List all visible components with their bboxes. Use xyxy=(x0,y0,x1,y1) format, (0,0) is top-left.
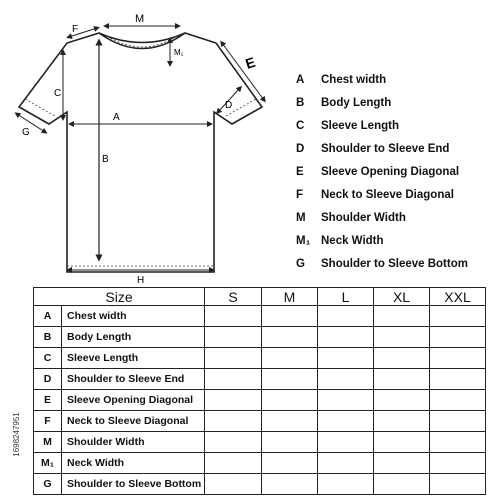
table-row xyxy=(34,390,486,411)
row-name: Shoulder Width xyxy=(62,432,205,453)
table-header-row xyxy=(34,288,486,306)
row-name: Body Length xyxy=(62,327,205,348)
size-cell[interactable] xyxy=(430,327,486,348)
row-code: E xyxy=(34,390,62,411)
size-cell[interactable] xyxy=(205,453,262,474)
label-f: F xyxy=(72,24,79,35)
legend-item xyxy=(296,160,496,183)
legend-letter: F xyxy=(296,188,304,201)
legend-item xyxy=(296,114,496,137)
legend-label: Shoulder to Sleeve Bottom xyxy=(321,257,468,270)
row-name: Neck to Sleeve Diagonal xyxy=(62,411,205,432)
legend-letter: A xyxy=(296,73,305,86)
size-cell[interactable] xyxy=(430,369,486,390)
size-cell[interactable] xyxy=(318,327,374,348)
label-c: C xyxy=(54,88,62,99)
row-code: M₁ xyxy=(34,453,62,474)
table-row xyxy=(34,474,486,495)
size-cell[interactable] xyxy=(430,432,486,453)
legend-item xyxy=(296,183,496,206)
column-header: S xyxy=(205,288,262,306)
label-m: M xyxy=(135,13,145,25)
row-name: Shoulder to Sleeve Bottom xyxy=(62,474,205,495)
size-cell[interactable] xyxy=(205,327,262,348)
size-cell[interactable] xyxy=(205,306,262,327)
size-cell[interactable] xyxy=(262,411,318,432)
row-code: G xyxy=(34,474,62,495)
size-chart-table xyxy=(33,287,486,495)
legend-item xyxy=(296,252,496,275)
size-cell[interactable] xyxy=(205,390,262,411)
size-cell[interactable] xyxy=(205,411,262,432)
tshirt-outline xyxy=(19,33,262,272)
table-row xyxy=(34,432,486,453)
size-cell[interactable] xyxy=(374,306,430,327)
size-cell[interactable] xyxy=(318,369,374,390)
size-cell[interactable] xyxy=(374,432,430,453)
size-cell[interactable] xyxy=(318,411,374,432)
legend-item xyxy=(296,68,496,91)
legend-item xyxy=(296,206,496,229)
legend-label: Body Length xyxy=(321,96,392,109)
size-cell[interactable] xyxy=(430,348,486,369)
label-m1: M₁ xyxy=(174,48,184,57)
size-cell[interactable] xyxy=(430,306,486,327)
label-a: A xyxy=(113,112,120,123)
size-header: Size xyxy=(34,288,205,306)
stock-id-text: 1698247951 xyxy=(11,412,21,457)
row-name: Shoulder to Sleeve End xyxy=(62,369,205,390)
size-cell[interactable] xyxy=(374,453,430,474)
row-name: Sleeve Opening Diagonal xyxy=(62,390,205,411)
legend-letter: D xyxy=(296,142,305,155)
size-cell[interactable] xyxy=(430,453,486,474)
row-code: C xyxy=(34,348,62,369)
label-e: E xyxy=(243,53,258,72)
table-row xyxy=(34,306,486,327)
legend-label: Chest width xyxy=(321,73,387,86)
legend-label: Shoulder Width xyxy=(321,211,406,224)
legend-label: Neck Width xyxy=(321,234,384,247)
size-cell[interactable] xyxy=(205,432,262,453)
size-cell[interactable] xyxy=(318,432,374,453)
row-code: D xyxy=(34,369,62,390)
size-cell[interactable] xyxy=(374,390,430,411)
legend-label: Sleeve Length xyxy=(321,119,399,132)
column-header: XXL xyxy=(430,288,486,306)
legend-letter: G xyxy=(296,257,305,270)
size-cell[interactable] xyxy=(262,327,318,348)
table-row xyxy=(34,348,486,369)
label-d: D xyxy=(225,100,233,111)
size-cell[interactable] xyxy=(262,474,318,495)
label-h: H xyxy=(137,275,145,286)
legend-item xyxy=(296,229,496,252)
size-cell[interactable] xyxy=(262,369,318,390)
legend-item xyxy=(296,137,496,160)
size-cell[interactable] xyxy=(374,369,430,390)
size-cell[interactable] xyxy=(374,474,430,495)
size-cell[interactable] xyxy=(318,390,374,411)
size-cell[interactable] xyxy=(262,390,318,411)
table-row xyxy=(34,411,486,432)
size-cell[interactable] xyxy=(205,369,262,390)
legend-label: Sleeve Opening Diagonal xyxy=(321,165,460,178)
size-cell[interactable] xyxy=(318,474,374,495)
size-cell[interactable] xyxy=(262,453,318,474)
size-cell[interactable] xyxy=(318,453,374,474)
column-header: M xyxy=(262,288,318,306)
table-row xyxy=(34,453,486,474)
legend-item xyxy=(296,91,496,114)
table-row xyxy=(34,327,486,348)
row-code: M xyxy=(34,432,62,453)
legend-letter: C xyxy=(296,119,305,132)
size-cell[interactable] xyxy=(262,306,318,327)
column-header: L xyxy=(318,288,374,306)
size-cell[interactable] xyxy=(374,411,430,432)
size-cell[interactable] xyxy=(262,348,318,369)
size-cell[interactable] xyxy=(430,390,486,411)
row-code: B xyxy=(34,327,62,348)
size-cell[interactable] xyxy=(374,327,430,348)
size-cell[interactable] xyxy=(374,348,430,369)
row-code: F xyxy=(34,411,62,432)
size-cell[interactable] xyxy=(318,306,374,327)
size-cell[interactable] xyxy=(430,411,486,432)
legend-label: Shoulder to Sleeve End xyxy=(321,142,450,155)
size-cell[interactable] xyxy=(318,348,374,369)
size-cell[interactable] xyxy=(205,474,262,495)
legend-letter: E xyxy=(296,165,304,178)
label-b: B xyxy=(102,154,109,165)
row-name: Chest width xyxy=(62,306,205,327)
row-code: A xyxy=(34,306,62,327)
size-cell[interactable] xyxy=(205,348,262,369)
size-cell[interactable] xyxy=(430,474,486,495)
row-name: Neck Width xyxy=(62,453,205,474)
legend-label: Neck to Sleeve Diagonal xyxy=(321,188,454,201)
legend-letter: B xyxy=(296,96,305,109)
column-header: XL xyxy=(374,288,430,306)
label-g: G xyxy=(22,127,30,138)
size-cell[interactable] xyxy=(262,432,318,453)
measurement-legend xyxy=(296,68,496,275)
legend-letter: M xyxy=(296,211,306,224)
table-row xyxy=(34,369,486,390)
row-name: Sleeve Length xyxy=(62,348,205,369)
legend-letter: M₁ xyxy=(296,234,311,247)
